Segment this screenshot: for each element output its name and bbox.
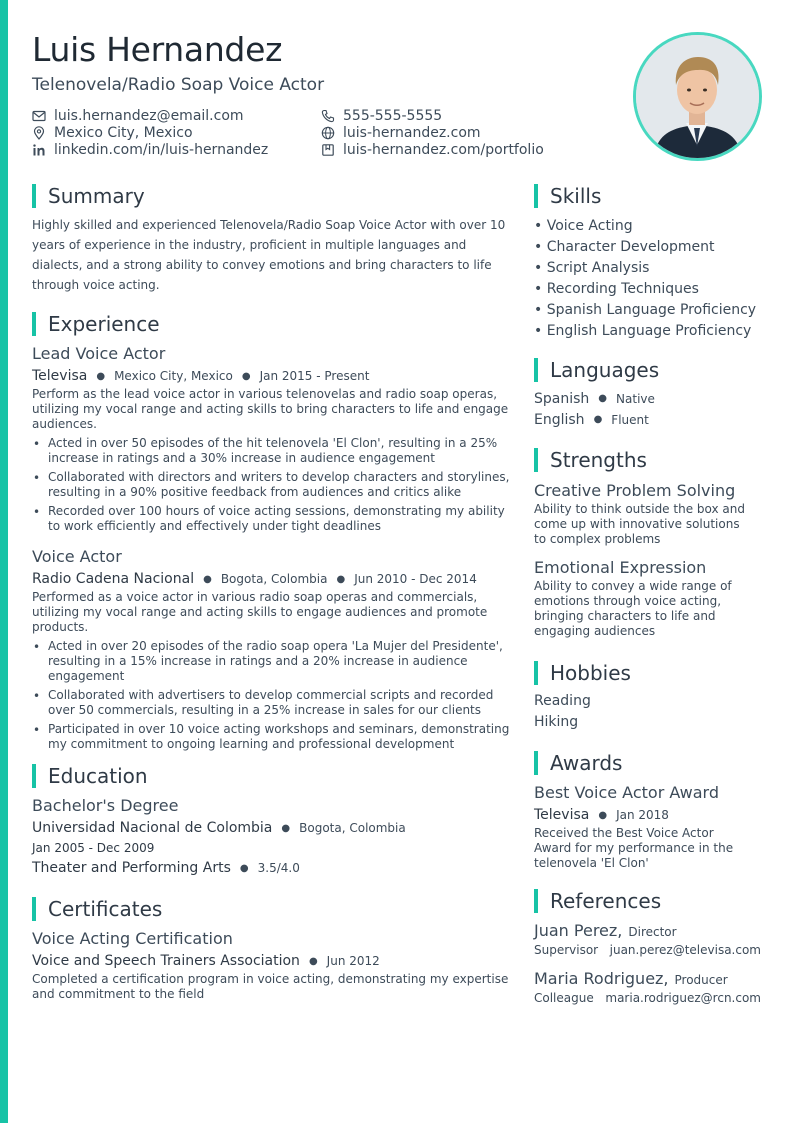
list-item: • English Language Proficiency (534, 323, 752, 339)
certificate-issuer: Voice and Speech Trainers Association (32, 953, 300, 969)
summary-section (32, 184, 512, 295)
skills-heading: Skills (550, 184, 602, 208)
language-level: Native (616, 391, 655, 406)
languages-section (534, 358, 774, 430)
separator-dot: ● (598, 809, 608, 821)
section-marker (534, 448, 538, 472)
strength-item (534, 557, 774, 639)
job-description: Perform as the lead voice actor in various telenovelas and radio soap operas, utilizing my vocal range and acting skills to bring characters to life and engage audiences. (32, 387, 509, 431)
field-meta (32, 857, 512, 879)
list-item: • Collaborated with directors and writers to develop characters and storylines, resulting in a 90% positive feedback from audiences and critics alike (32, 470, 512, 500)
certificates-heading: Certificates (48, 897, 163, 921)
award-name: Best Voice Actor Award (534, 783, 720, 802)
school-location: Bogota, Colombia (299, 821, 406, 835)
portfolio-link[interactable]: luis-hernandez.com/portfolio (343, 142, 544, 158)
list-item: • Acted in over 20 episodes of the radio soap opera 'La Mujer del Presidente', resulting in a 15% increase in ratings and a 20% increase in audience engagement (32, 639, 512, 684)
gpa: 3.5/4.0 (257, 861, 300, 875)
job-meta (32, 568, 512, 590)
list-item: • Script Analysis (534, 260, 650, 276)
contact-website[interactable] (321, 124, 481, 142)
list-item: • Recorded over 100 hours of voice acting sessions, demonstrating my ability to work efficiently and effectively under tight deadlines (32, 504, 512, 534)
phone-link[interactable]: 555-555-5555 (343, 108, 443, 124)
award-date: Jan 2018 (616, 808, 669, 822)
skills-list (534, 216, 774, 342)
reference-role: Director (628, 925, 677, 939)
candidate-name: Luis Hernandez (32, 30, 283, 69)
job-title: Lead Voice Actor (32, 344, 166, 363)
section-marker (32, 897, 36, 921)
certificate-description: Completed a certification program in voice acting, demonstrating my expertise and commitment to the field (32, 972, 509, 1001)
separator-dot: ● (598, 393, 608, 404)
certificate-meta (32, 950, 512, 972)
section-marker (534, 889, 538, 913)
reference-role: Producer (674, 973, 728, 987)
language-name: English (534, 411, 585, 428)
contact-portfolio[interactable] (321, 141, 544, 159)
skills-section (534, 184, 774, 342)
reference-email[interactable]: maria.rodriguez@rcn.com (605, 991, 761, 1005)
contact-email[interactable] (32, 107, 244, 125)
website-link[interactable]: luis-hernandez.com (343, 125, 481, 141)
award-text: Received the Best Voice Actor Award for my performance in the telenovela 'El Clon' (534, 826, 734, 870)
section-marker (534, 751, 538, 775)
list-item: Hiking (534, 714, 579, 730)
strength-title: Emotional Expression (534, 558, 707, 577)
language-row (534, 409, 774, 430)
strengths-section (534, 448, 774, 639)
strength-text: Ability to think outside the box and come up with innovative solutions to complex problems (534, 502, 745, 546)
job-dates: Jun 2010 - Dec 2014 (354, 572, 477, 586)
experience-heading: Experience (48, 312, 160, 336)
linkedin-icon (32, 143, 46, 157)
section-marker (32, 312, 36, 336)
contact-linkedin[interactable] (32, 141, 268, 159)
awards-section (534, 751, 774, 871)
strength-item (534, 480, 774, 547)
job-entry (32, 343, 512, 534)
languages-heading: Languages (550, 358, 660, 382)
reference-email[interactable]: juan.perez@televisa.com (609, 943, 761, 957)
reference-name: Juan Perez, (534, 921, 623, 940)
awards-heading: Awards (550, 751, 623, 775)
job-entry (32, 546, 512, 752)
job-location: Mexico City, Mexico (114, 369, 233, 383)
globe-icon (321, 126, 335, 140)
job-meta (32, 365, 512, 387)
degree: Bachelor's Degree (32, 796, 179, 815)
list-item: • Character Development (534, 239, 715, 255)
reference-relation: Colleague (534, 991, 594, 1005)
section-marker (534, 661, 538, 685)
list-item: • Acted in over 50 episodes of the hit telenovela 'El Clon', resulting in a 25% increase in ratings and a 30% increase in audience engagement (32, 436, 512, 466)
mail-icon (32, 109, 46, 123)
job-description: Performed as a voice actor in various radio soap operas and commercials, utilizing my vocal range and acting skills to engage audiences and promote products. (32, 590, 488, 634)
list-item: • Collaborated with advertisers to develop commercial scripts and recorded over 50 commercials, resulting in a 25% increase in sales for our clients (32, 688, 512, 718)
strength-text: Ability to convey a wide range of emotions through voice acting, bringing characters to life and engaging audiences (534, 579, 732, 638)
language-level: Fluent (611, 412, 649, 427)
job-location: Bogota, Colombia (220, 572, 328, 586)
location-text: Mexico City, Mexico (54, 125, 193, 141)
separator-dot: ● (239, 862, 249, 874)
certificate-date: Jun 2012 (326, 954, 380, 968)
hobbies-list (534, 691, 774, 733)
hobbies-section (534, 661, 774, 733)
linkedin-link[interactable]: linkedin.com/in/luis-hernandez (54, 142, 269, 158)
profile-photo (633, 32, 762, 161)
job-title: Voice Actor (32, 547, 122, 566)
email-link[interactable]: luis.hernandez@email.com (54, 108, 244, 124)
education-section (32, 764, 512, 879)
job-dates: Jan 2015 - Present (259, 369, 370, 383)
separator-dot: ● (96, 370, 106, 382)
strengths-heading: Strengths (550, 448, 647, 472)
list-item: • Recording Techniques (534, 281, 699, 297)
certificate-name: Voice Acting Certification (32, 929, 233, 948)
summary-heading: Summary (48, 184, 145, 208)
contact-location (32, 124, 193, 142)
education-dates: Jan 2005 - Dec 2009 (32, 841, 155, 855)
separator-dot: ● (593, 414, 603, 425)
reference-item (534, 969, 774, 1005)
summary-text: Highly skilled and experienced Telenovela/Radio Soap Voice Actor with over 10 years of experience in the industry, proficient in multiple languages and dialects, and a strong ability to convey emotions and bring characters to life through voice acting. (32, 218, 506, 292)
list-item: Reading (534, 693, 591, 709)
reference-item (534, 921, 774, 957)
reference-name: Maria Rodriguez, (534, 969, 669, 988)
list-item: • Voice Acting (534, 218, 633, 234)
hobbies-heading: Hobbies (550, 661, 631, 685)
certificates-section (32, 897, 512, 1002)
avatar (636, 35, 759, 158)
candidate-title: Telenovela/Radio Soap Voice Actor (32, 75, 325, 95)
separator-dot: ● (281, 822, 291, 834)
references-section (534, 889, 774, 1005)
job-bullets (32, 639, 512, 752)
separator-dot: ● (241, 370, 251, 382)
section-marker (32, 764, 36, 788)
education-heading: Education (48, 764, 148, 788)
phone-icon (321, 109, 335, 123)
award-org: Televisa (534, 807, 590, 823)
list-item: • Participated in over 10 voice acting workshops and seminars, demonstrating my commitment to ongoing learning and professional development (32, 722, 512, 752)
award-meta (534, 804, 774, 826)
field-of-study: Theater and Performing Arts (32, 860, 231, 876)
reference-relation: Supervisor (534, 943, 599, 957)
experience-section (32, 312, 512, 756)
contact-block (32, 107, 592, 161)
school-name: Universidad Nacional de Colombia (32, 820, 273, 836)
references-heading: References (550, 889, 662, 913)
location-icon (32, 126, 46, 140)
job-bullets (32, 436, 512, 534)
language-name: Spanish (534, 390, 590, 407)
contact-phone[interactable] (321, 107, 442, 125)
separator-dot: ● (336, 573, 346, 585)
strength-title: Creative Problem Solving (534, 481, 736, 500)
section-marker (32, 184, 36, 208)
portfolio-icon (321, 143, 335, 157)
accent-bar (0, 0, 8, 1123)
section-marker (534, 358, 538, 382)
school-meta (32, 817, 512, 839)
separator-dot: ● (308, 955, 318, 967)
language-row (534, 388, 774, 409)
list-item: • Spanish Language Proficiency (534, 302, 757, 318)
section-marker (534, 184, 538, 208)
job-company: Televisa (32, 368, 88, 384)
separator-dot: ● (203, 573, 212, 585)
job-company: Radio Cadena Nacional (32, 571, 195, 587)
